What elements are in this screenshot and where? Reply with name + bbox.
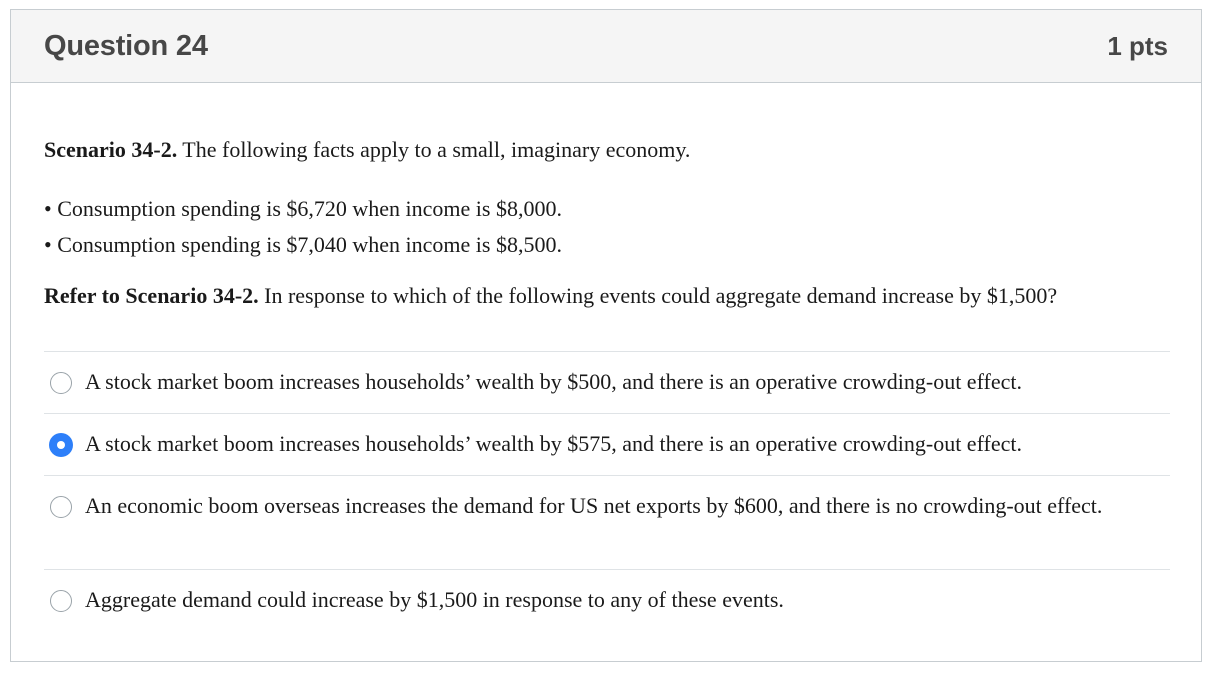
scenario-text: The following facts apply to a small, imaginary economy. [177,137,691,162]
answer-text: A stock market boom increases households’ wealth by $575, and there is an operative crowding-out effect. [85,431,1022,456]
scenario-label: Scenario 34-2. [44,137,178,162]
radio-button[interactable] [50,496,72,518]
answer-text: A stock market boom increases households’ wealth by $500, and there is an operative crowding-out effect. [85,369,1022,394]
answer-list [44,351,1170,629]
question-card [10,9,1202,662]
answer-option-3[interactable] [44,475,1170,569]
question-points: 1 pts [1107,30,1168,61]
answer-text: An economic boom overseas increases the demand for US net exports by $600, and there is no crowding-out effect. [85,493,1103,518]
radio-button-selected[interactable] [50,434,72,456]
question-title: Question 24 [44,29,208,62]
prompt-text: In response to which of the following events could aggregate demand increase by $1,500? [258,283,1058,308]
question-prompt [44,282,1057,310]
answer-option-2[interactable] [44,413,1170,475]
radio-button[interactable] [50,590,72,612]
prompt-label: Refer to Scenario 34-2. [44,283,259,308]
fact-item: • Consumption spending is $7,040 when income is $8,500. [44,232,562,257]
facts-list [44,191,562,263]
answer-option-1[interactable] [44,351,1170,413]
answer-option-4[interactable] [44,569,1170,629]
answer-text: Aggregate demand could increase by $1,500 in response to any of these events. [85,587,784,612]
radio-button[interactable] [50,372,72,394]
scenario-line [44,136,690,164]
fact-item: • Consumption spending is $6,720 when income is $8,000. [44,196,562,221]
question-header [11,10,1201,83]
